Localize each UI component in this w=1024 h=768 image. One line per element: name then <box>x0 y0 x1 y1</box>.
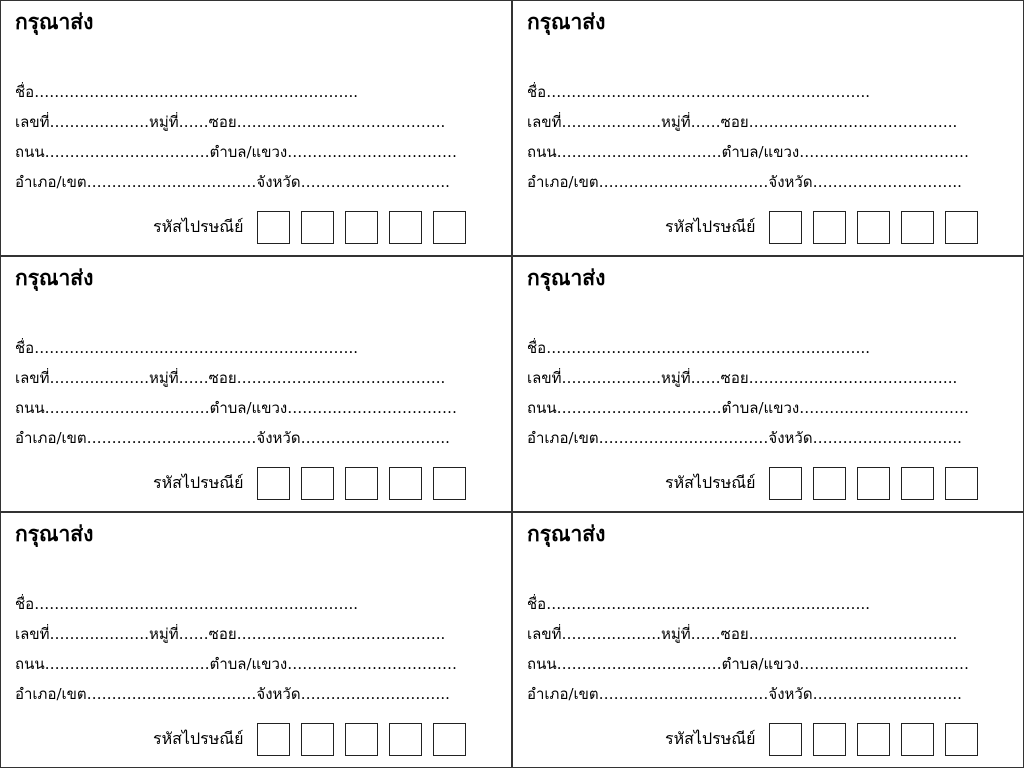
name-line: ชื่อ……………………..……………………….……….. <box>527 83 871 101</box>
postal-code-box <box>813 467 846 500</box>
postal-code-box <box>857 211 890 244</box>
postal-code-box <box>257 467 290 500</box>
road-subdistrict-line: ถนน……………………………ตำบล/แขวง……….…………………… <box>527 143 969 161</box>
house-number-line: เลขที่……….……….หมู่ที่……ซอย……………..……..…………….. <box>527 625 958 643</box>
postal-code-box <box>301 723 334 756</box>
postal-code-box <box>769 211 802 244</box>
postal-code-box <box>945 211 978 244</box>
postal-code-box <box>945 467 978 500</box>
postal-code-row <box>665 721 989 757</box>
card-title: กรุณาส่ง <box>527 9 606 34</box>
postal-code-row <box>153 209 477 245</box>
district-province-line: อำเภอ/เขต……………….……………จังหวัด………….…………….. <box>15 429 450 447</box>
address-card <box>0 0 512 256</box>
postal-code-box <box>389 723 422 756</box>
road-subdistrict-line: ถนน……………………………ตำบล/แขวง……….…………………… <box>15 143 457 161</box>
postal-code-box <box>857 467 890 500</box>
address-card <box>512 256 1024 512</box>
address-card <box>512 0 1024 256</box>
postal-code-box <box>345 723 378 756</box>
house-number-line: เลขที่……….……….หมู่ที่……ซอย……………..……..…………….. <box>15 369 446 387</box>
house-number-line: เลขที่……….……….หมู่ที่……ซอย……………..……..…………….. <box>527 113 958 131</box>
postal-code-label: รหัสไปรษณีย์ <box>665 728 756 748</box>
postal-code-box <box>901 723 934 756</box>
postal-code-label: รหัสไปรษณีย์ <box>153 216 244 236</box>
district-province-line: อำเภอ/เขต……………….……………จังหวัด………….…………….. <box>15 685 450 703</box>
postal-code-box <box>901 467 934 500</box>
postal-code-row <box>153 721 477 757</box>
card-title: กรุณาส่ง <box>527 265 606 290</box>
postal-code-box <box>345 211 378 244</box>
postal-code-row <box>153 465 477 501</box>
card-title: กรุณาส่ง <box>15 521 94 546</box>
road-subdistrict-line: ถนน……………………………ตำบล/แขวง……….…………………… <box>15 399 457 417</box>
postal-code-box <box>345 467 378 500</box>
postal-code-box <box>257 211 290 244</box>
card-title: กรุณาส่ง <box>15 9 94 34</box>
postal-code-box <box>769 467 802 500</box>
name-line: ชื่อ……………………..……………………….……….. <box>527 595 871 613</box>
postal-code-label: รหัสไปรษณีย์ <box>153 472 244 492</box>
house-number-line: เลขที่……….……….หมู่ที่……ซอย……………..……..…………….. <box>15 625 446 643</box>
road-subdistrict-line: ถนน……………………………ตำบล/แขวง……….…………………… <box>527 399 969 417</box>
postal-code-row <box>665 209 989 245</box>
road-subdistrict-line: ถนน……………………………ตำบล/แขวง……….…………………… <box>15 655 457 673</box>
district-province-line: อำเภอ/เขต……………….……………จังหวัด………….…………….. <box>15 173 450 191</box>
house-number-line: เลขที่……….……….หมู่ที่……ซอย……………..……..…………….. <box>527 369 958 387</box>
postal-code-box <box>769 723 802 756</box>
postal-code-box <box>257 723 290 756</box>
postal-code-box <box>301 467 334 500</box>
name-line: ชื่อ……………………..……………………….……….. <box>15 83 359 101</box>
postal-code-box <box>433 467 466 500</box>
postal-code-box <box>813 211 846 244</box>
card-title: กรุณาส่ง <box>15 265 94 290</box>
card-title: กรุณาส่ง <box>527 521 606 546</box>
postal-code-row <box>665 465 989 501</box>
district-province-line: อำเภอ/เขต……………….……………จังหวัด………….…………….. <box>527 685 962 703</box>
postal-code-box <box>433 723 466 756</box>
postal-code-box <box>301 211 334 244</box>
postal-code-box <box>433 211 466 244</box>
postal-code-label: รหัสไปรษณีย์ <box>665 216 756 236</box>
postal-code-box <box>389 467 422 500</box>
postal-code-box <box>857 723 890 756</box>
road-subdistrict-line: ถนน……………………………ตำบล/แขวง……….…………………… <box>527 655 969 673</box>
address-card <box>512 512 1024 768</box>
postal-code-label: รหัสไปรษณีย์ <box>153 728 244 748</box>
address-card <box>0 256 512 512</box>
name-line: ชื่อ……………………..……………………….……….. <box>15 595 359 613</box>
postal-code-label: รหัสไปรษณีย์ <box>665 472 756 492</box>
name-line: ชื่อ……………………..……………………….……….. <box>527 339 871 357</box>
name-line: ชื่อ……………………..……………………….……….. <box>15 339 359 357</box>
address-card <box>0 512 512 768</box>
postal-code-box <box>901 211 934 244</box>
postal-code-box <box>813 723 846 756</box>
postal-code-box <box>389 211 422 244</box>
district-province-line: อำเภอ/เขต……………….……………จังหวัด………….…………….. <box>527 429 962 447</box>
house-number-line: เลขที่……….……….หมู่ที่……ซอย……………..……..…………….. <box>15 113 446 131</box>
district-province-line: อำเภอ/เขต……………….……………จังหวัด………….…………….. <box>527 173 962 191</box>
postal-code-box <box>945 723 978 756</box>
